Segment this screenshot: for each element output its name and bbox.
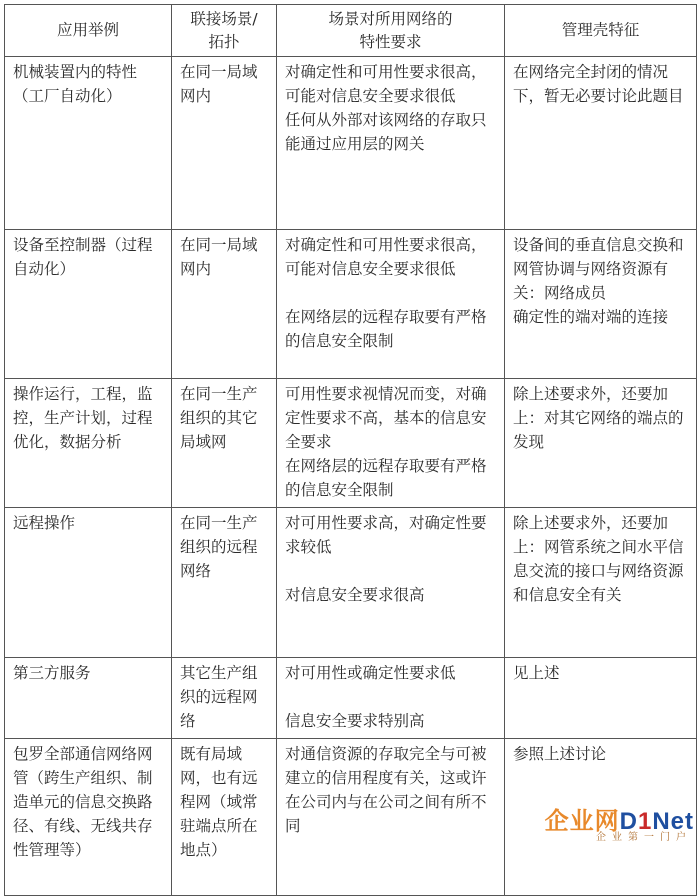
cell-topology (172, 658, 277, 739)
cell-text: 可用性要求视情况而变，对确定性要求不高，基本的信息安全要求 (285, 385, 487, 451)
cell-requirements (277, 658, 505, 739)
cell-text: 对通信资源的存取完全与可被建立的信用程度有关，这或许在公司内与在公司之间有所不同 (285, 745, 487, 835)
cell-application (5, 379, 172, 508)
cell-requirements (277, 508, 505, 658)
cell-text: 确定性的端对端的连接 (513, 308, 669, 326)
cell-text: 对确定性和可用性要求很高，可能对信息安全要求很低 (285, 236, 487, 278)
cell-text: 对信息安全要求很高 (285, 586, 425, 604)
cell-spacer (285, 281, 496, 305)
cell-text: 其它生产组织的远程网络 (180, 664, 258, 730)
cell-management (505, 57, 697, 230)
cell-topology (172, 508, 277, 658)
cell-text: 对确定性和可用性要求很高，可能对信息安全要求很低 (285, 63, 487, 105)
table-row (5, 508, 697, 658)
cell-text: 包罗全部通信网络网管（跨生产组织、制造单元的信息交换路径、有线、无线共存性管理等） (13, 745, 153, 859)
cell-text: 在同一生产组织的远程网络 (180, 514, 258, 580)
cell-spacer (285, 559, 496, 583)
cell-text: 在同一生产组织的其它局域网 (180, 385, 258, 451)
cell-requirements (277, 57, 505, 230)
header-topo-line-2: 拓扑 (208, 32, 240, 51)
cell-text: 对可用性要求高，对确定性要求较低 (285, 514, 487, 556)
cell-text: 在同一局域网内 (180, 236, 258, 278)
cell-application (5, 739, 172, 896)
cell-application (5, 57, 172, 230)
cell-text: 机械装置内的特性（工厂自动化） (13, 63, 138, 105)
table-row (5, 739, 697, 896)
cell-spacer (285, 685, 496, 709)
table-row (5, 57, 697, 230)
table-row (5, 658, 697, 739)
cell-management (505, 508, 697, 658)
cell-text: 既有局域网，也有远程网（域常驻端点所在地点） (180, 745, 258, 859)
cell-management (505, 230, 697, 379)
header-req-line-1: 场景对所用网络的 (328, 9, 453, 28)
header-application-example (5, 5, 172, 57)
watermark-brand-one: 1 (637, 808, 653, 835)
header-mgmt-label: 管理壳特征 (561, 21, 640, 39)
cell-requirements (277, 739, 505, 896)
cell-text: 见上述 (513, 664, 560, 682)
cell-text: 在网络层的远程存取要有严格的信息安全限制 (285, 457, 487, 499)
cell-requirements (277, 230, 505, 379)
header-connection-topology (172, 5, 277, 57)
cell-text: 在网络完全封闭的情况下，暂无必要讨论此题目 (513, 63, 684, 105)
cell-management (505, 739, 697, 896)
cell-application (5, 508, 172, 658)
cell-topology (172, 230, 277, 379)
cell-topology (172, 379, 277, 508)
table-header-row (5, 5, 697, 57)
cell-text: 信息安全要求特别高 (285, 712, 425, 730)
header-req-line-2: 特性要求 (359, 32, 422, 51)
cell-text: 在同一局域网内 (180, 63, 258, 105)
cell-management (505, 379, 697, 508)
header-topo-line-1: 联接场景/ (190, 9, 258, 28)
cell-text: 除上述要求外，还要加上：对其它网络的端点的发现 (513, 385, 684, 451)
cell-text: 除上述要求外，还要加上：网管系统之间水平信息交流的接口与网络资源和信息安全有关 (513, 514, 684, 604)
cell-text: 第三方服务 (13, 664, 91, 682)
table-row (5, 379, 697, 508)
cell-text: 任何从外部对该网络的存取只能通过应用层的网关 (285, 111, 487, 153)
cell-text: 在网络层的远程存取要有严格的信息安全限制 (285, 308, 487, 350)
cell-application (5, 230, 172, 379)
cell-requirements (277, 379, 505, 508)
watermark-brand-net: Net (652, 808, 694, 835)
cell-text: 设备至控制器（过程自动化） (13, 236, 153, 278)
cell-management (505, 658, 697, 739)
cell-text: 对可用性或确定性要求低 (285, 664, 456, 682)
cell-topology (172, 57, 277, 230)
cell-text: 参照上述讨论 (513, 745, 607, 763)
header-management-shell-features (505, 5, 697, 57)
network-requirements-table (4, 4, 697, 896)
cell-text: 远程操作 (13, 514, 76, 532)
table-row (5, 230, 697, 379)
header-app-label: 应用举例 (56, 21, 119, 39)
cell-topology (172, 739, 277, 896)
watermark-brand-d: D (619, 808, 638, 835)
cell-text: 设备间的垂直信息交换和网管协调与网络资源有关：网络成员 (513, 236, 684, 302)
header-network-requirements (277, 5, 505, 57)
cell-text: 操作运行，工程，监控，生产计划，过程优化，数据分析 (13, 385, 153, 451)
watermark-tagline: 企业第一门户 (596, 832, 692, 843)
cell-application (5, 658, 172, 739)
watermark-brand-cn: 企业网 (544, 808, 620, 835)
